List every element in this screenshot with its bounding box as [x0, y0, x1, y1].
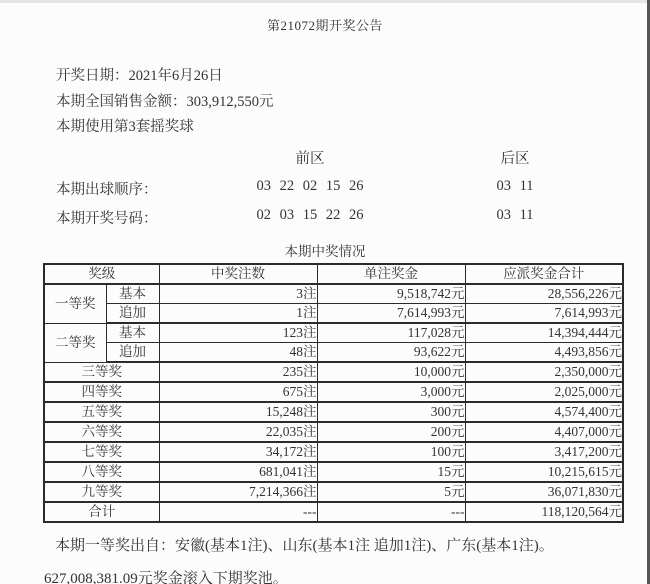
table-total-row [44, 502, 623, 522]
bet-count-cell: 15,248注 [159, 402, 317, 422]
single-prize-cell: 9,518,742元 [317, 284, 465, 304]
sales-amount-line [56, 90, 274, 116]
bet-count-cell: 235注 [159, 362, 317, 382]
sub-type-cell: 追加 [106, 304, 159, 324]
sales-amount-label: 本期全国销售金额： [56, 93, 187, 110]
table-row [44, 482, 623, 502]
sub-type-cell: 追加 [106, 343, 159, 363]
single-prize-cell: --- [317, 502, 465, 522]
total-prize-cell: 4,574,400元 [465, 402, 623, 422]
col-header-bet-count: 中奖注数 [159, 264, 317, 284]
ball-order-label: 本期出球顺序： [56, 182, 158, 198]
table-row [44, 362, 623, 382]
total-prize-cell: 4,493,856元 [465, 343, 623, 363]
front-zone-header: 前区 [295, 151, 325, 167]
table-row [44, 462, 623, 482]
total-prize-cell: 2,025,000元 [465, 382, 623, 402]
total-prize-cell: 10,215,615元 [465, 462, 623, 482]
ball-set-line: 本期使用第3套摇奖球 [56, 119, 194, 135]
rollover-note: 627,008,381.09元奖金滚入下期奖池。 [44, 571, 288, 584]
prize-level-cell: 二等奖 [44, 323, 106, 362]
bet-count-cell: 681,041注 [159, 462, 317, 482]
single-prize-cell: 5元 [317, 482, 465, 502]
table-row [44, 422, 623, 442]
single-prize-cell: 300元 [317, 402, 465, 422]
single-prize-cell: 10,000元 [317, 362, 465, 382]
prize-level-cell: 六等奖 [44, 422, 159, 442]
bet-count-cell: 48注 [159, 343, 317, 363]
ball-order-front-numbers: 03 22 02 15 26 [256, 178, 364, 194]
sub-type-cell: 基本 [106, 284, 159, 304]
total-label-cell: 合计 [44, 502, 159, 522]
draw-date-line [56, 64, 274, 90]
winning-table [43, 263, 624, 523]
total-prize-cell: 4,407,000元 [465, 422, 623, 442]
bet-count-cell: 123注 [159, 323, 317, 343]
total-prize-cell: 118,120,564元 [465, 502, 623, 522]
bet-count-cell: --- [159, 502, 317, 522]
col-header-prize-level: 奖级 [44, 264, 159, 284]
back-zone-header: 后区 [500, 151, 530, 167]
sales-amount-value: 303,912,550元 [186, 93, 274, 110]
table-row [44, 323, 623, 343]
single-prize-cell: 15元 [317, 462, 465, 482]
zone-header-row [0, 147, 650, 167]
bet-count-cell: 22,035注 [159, 422, 317, 442]
total-prize-cell: 28,556,226元 [465, 284, 623, 304]
col-header-total-prize: 应派奖金合计 [465, 264, 623, 284]
prize-level-cell: 五等奖 [44, 402, 159, 422]
table-row [44, 402, 623, 422]
table-row [44, 382, 623, 402]
prize-level-cell: 四等奖 [44, 382, 159, 402]
single-prize-cell: 117,028元 [317, 323, 465, 343]
col-header-single-prize: 单注奖金 [317, 264, 465, 284]
ball-order-row [0, 178, 650, 198]
page-title: 第21072期开奖公告 [266, 18, 383, 33]
total-prize-cell: 3,417,200元 [465, 442, 623, 462]
table-row [44, 284, 623, 304]
table-row [44, 343, 623, 363]
winning-front-numbers: 02 03 15 22 26 [256, 207, 364, 223]
draw-date-value: 2021年6月26日 [128, 68, 223, 84]
ball-order-back-numbers: 03 11 [496, 178, 534, 194]
winning-table-heading: 本期中奖情况 [284, 244, 366, 259]
bet-count-cell: 1注 [159, 304, 317, 324]
sub-type-cell: 基本 [106, 323, 159, 343]
prize-level-cell: 三等奖 [44, 362, 159, 382]
total-prize-cell: 2,350,000元 [465, 362, 623, 382]
bet-count-cell: 34,172注 [159, 442, 317, 462]
prize-level-cell: 一等奖 [44, 284, 106, 323]
table-header-row [44, 264, 623, 284]
single-prize-cell: 7,614,993元 [317, 304, 465, 324]
prize-level-cell: 七等奖 [44, 442, 159, 462]
single-prize-cell: 100元 [317, 442, 465, 462]
bet-count-cell: 675注 [159, 382, 317, 402]
total-prize-cell: 7,614,993元 [465, 304, 623, 324]
page-top-edge [0, 0, 650, 3]
total-prize-cell: 14,394,444元 [465, 323, 623, 343]
single-prize-cell: 200元 [317, 422, 465, 442]
single-prize-cell: 3,000元 [317, 382, 465, 402]
table-row [44, 304, 623, 324]
draw-info-block [56, 64, 274, 141]
total-prize-cell: 36,071,830元 [465, 482, 623, 502]
winning-back-numbers: 03 11 [496, 207, 534, 223]
winning-numbers-row [0, 207, 650, 227]
draw-date-label: 开奖日期： [56, 68, 129, 84]
prize-level-cell: 九等奖 [44, 482, 159, 502]
bet-count-cell: 7,214,366注 [159, 482, 317, 502]
prize-level-cell: 八等奖 [44, 462, 159, 482]
bet-count-cell: 3注 [159, 284, 317, 304]
first-prize-origin-note: 本期一等奖出自：安徽(基本1注)、山东(基本1注 追加1注)、广东(基本1注)。 [55, 538, 554, 554]
winning-numbers-label: 本期开奖号码： [56, 211, 158, 227]
table-row [44, 442, 623, 462]
single-prize-cell: 93,622元 [317, 343, 465, 363]
